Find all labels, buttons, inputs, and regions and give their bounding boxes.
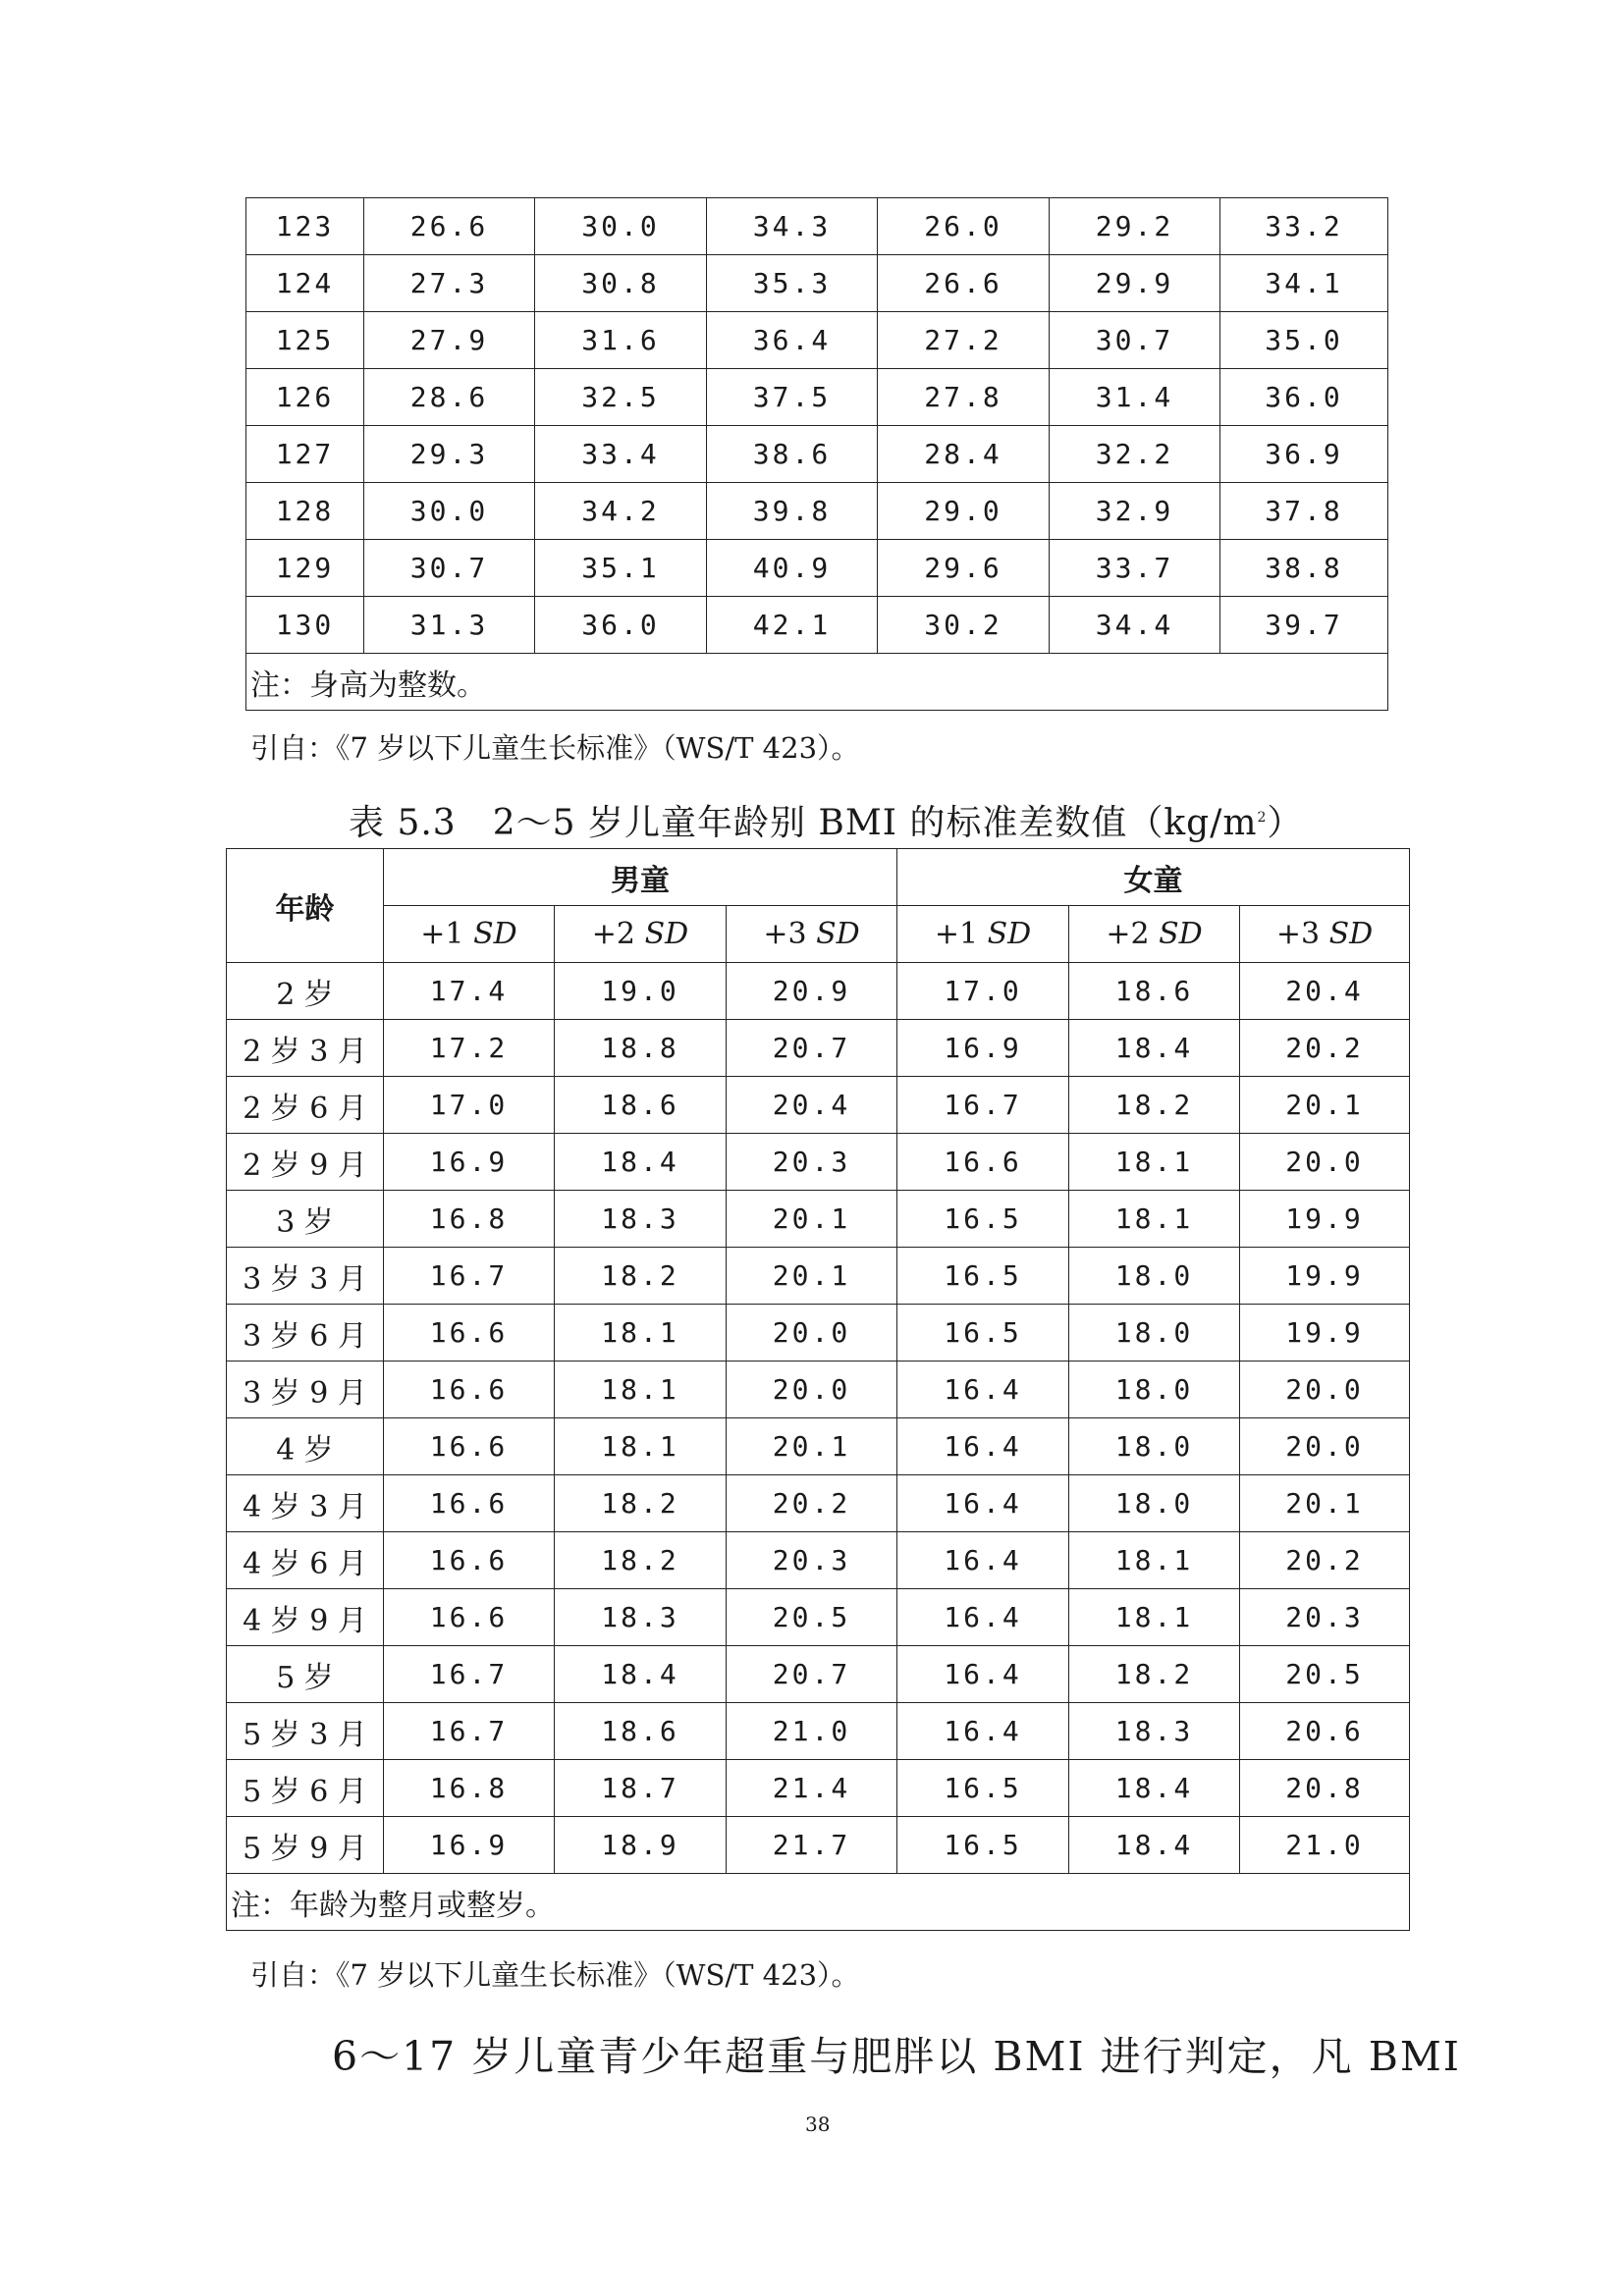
bmi-sd-table — [226, 848, 1410, 1931]
value-cell: 20.3 — [1240, 1589, 1410, 1646]
value-cell: 20.1 — [727, 1248, 897, 1305]
value-cell: 39.7 — [1220, 597, 1388, 654]
value-cell: 39.8 — [707, 483, 878, 540]
value-cell: 19.9 — [1240, 1191, 1410, 1248]
value-cell: 27.8 — [878, 369, 1050, 426]
age-cell: 4 岁 — [227, 1418, 384, 1475]
value-cell: 16.4 — [897, 1589, 1069, 1646]
sd-level: +1 — [420, 917, 464, 951]
value-cell: 18.1 — [1069, 1191, 1240, 1248]
value-cell: 20.5 — [727, 1589, 897, 1646]
age-cell: 3 岁 3 月 — [227, 1248, 384, 1305]
value-cell: 16.6 — [384, 1418, 555, 1475]
table-row — [246, 312, 1388, 369]
sd-unit: SD — [816, 917, 860, 951]
value-cell: 20.4 — [1240, 963, 1410, 1020]
value-cell: 17.2 — [384, 1020, 555, 1077]
value-cell: 20.0 — [727, 1362, 897, 1418]
table-row — [246, 426, 1388, 483]
sd-unit: SD — [1328, 917, 1374, 951]
table-row — [227, 1077, 1410, 1134]
value-cell: 40.9 — [707, 540, 878, 597]
table-source: 引自：《7 岁以下儿童生长标准》（WS/T 423）。 — [250, 731, 860, 765]
value-cell: 20.5 — [1240, 1646, 1410, 1703]
table-row — [227, 1817, 1410, 1874]
value-cell: 16.5 — [897, 1817, 1069, 1874]
value-cell: 18.1 — [555, 1305, 727, 1362]
table-note-row — [227, 1874, 1410, 1931]
value-cell: 20.7 — [727, 1020, 897, 1077]
value-cell: 18.2 — [1069, 1077, 1240, 1134]
table-row — [227, 1418, 1410, 1475]
sd-level: +3 — [763, 917, 807, 951]
table-source: 引自：《7 岁以下儿童生长标准》（WS/T 423）。 — [250, 1958, 860, 1992]
table-row — [246, 540, 1388, 597]
value-cell: 18.1 — [555, 1362, 727, 1418]
value-cell: 20.1 — [727, 1191, 897, 1248]
value-cell: 35.3 — [707, 255, 878, 312]
value-cell: 30.7 — [1050, 312, 1220, 369]
sd-unit: SD — [473, 917, 517, 951]
value-cell: 37.5 — [707, 369, 878, 426]
height-cell: 125 — [246, 312, 364, 369]
value-cell: 18.4 — [1069, 1760, 1240, 1817]
value-cell: 20.2 — [1240, 1020, 1410, 1077]
value-cell: 18.6 — [555, 1077, 727, 1134]
table-note: 注：年龄为整月或整岁。 — [227, 1874, 1410, 1931]
sd-header-cell — [555, 906, 727, 963]
value-cell: 16.9 — [384, 1817, 555, 1874]
value-cell: 31.4 — [1050, 369, 1220, 426]
table-subheader-row — [227, 906, 1410, 963]
value-cell: 18.6 — [555, 1703, 727, 1760]
value-cell: 16.6 — [384, 1475, 555, 1532]
sd-header-cell — [1069, 906, 1240, 963]
value-cell: 18.1 — [1069, 1532, 1240, 1589]
value-cell: 30.0 — [535, 198, 707, 255]
table-row — [246, 198, 1388, 255]
value-cell: 30.2 — [878, 597, 1050, 654]
table-row — [227, 1703, 1410, 1760]
value-cell: 32.9 — [1050, 483, 1220, 540]
age-cell: 5 岁 6 月 — [227, 1760, 384, 1817]
height-cell: 130 — [246, 597, 364, 654]
value-cell: 38.6 — [707, 426, 878, 483]
value-cell: 36.0 — [535, 597, 707, 654]
value-cell: 18.0 — [1069, 1418, 1240, 1475]
value-cell: 18.4 — [555, 1134, 727, 1191]
table-caption: 表 5.3 2～5 岁儿童年龄别 BMI 的标准差数值$(kg/m^2)$ — [349, 803, 1304, 843]
value-cell: 18.6 — [1069, 963, 1240, 1020]
value-cell: 27.3 — [364, 255, 535, 312]
height-cell: 126 — [246, 369, 364, 426]
age-cell: 2 岁 3 月 — [227, 1020, 384, 1077]
value-cell: 16.4 — [897, 1646, 1069, 1703]
value-cell: 16.5 — [897, 1248, 1069, 1305]
value-cell: 20.2 — [727, 1475, 897, 1532]
sd-level: +2 — [591, 917, 636, 951]
value-cell: 19.9 — [1240, 1305, 1410, 1362]
age-cell: 3 岁 6 月 — [227, 1305, 384, 1362]
value-cell: 17.0 — [384, 1077, 555, 1134]
value-cell: 34.3 — [707, 198, 878, 255]
table-row — [227, 1532, 1410, 1589]
value-cell: 18.0 — [1069, 1362, 1240, 1418]
value-cell: 37.8 — [1220, 483, 1388, 540]
table-row — [227, 1134, 1410, 1191]
value-cell: 20.0 — [727, 1305, 897, 1362]
sd-level: +2 — [1106, 917, 1150, 951]
value-cell: 20.4 — [727, 1077, 897, 1134]
value-cell: 18.7 — [555, 1760, 727, 1817]
value-cell: 18.4 — [1069, 1020, 1240, 1077]
value-cell: 18.2 — [1069, 1646, 1240, 1703]
table-row — [227, 1248, 1410, 1305]
value-cell: 18.1 — [1069, 1134, 1240, 1191]
value-cell: 36.0 — [1220, 369, 1388, 426]
value-cell: 19.0 — [555, 963, 727, 1020]
value-cell: 20.1 — [727, 1418, 897, 1475]
value-cell: 18.3 — [555, 1191, 727, 1248]
value-cell: 26.6 — [364, 198, 535, 255]
table-row — [246, 255, 1388, 312]
value-cell: 21.4 — [727, 1760, 897, 1817]
value-cell: 20.3 — [727, 1532, 897, 1589]
value-cell: 33.2 — [1220, 198, 1388, 255]
value-cell: 16.4 — [897, 1532, 1069, 1589]
value-cell: 16.7 — [384, 1646, 555, 1703]
value-cell: 27.2 — [878, 312, 1050, 369]
value-cell: 36.4 — [707, 312, 878, 369]
height-weight-table — [245, 197, 1388, 711]
age-cell: 5 岁 3 月 — [227, 1703, 384, 1760]
sd-header-cell — [384, 906, 555, 963]
table-row — [246, 483, 1388, 540]
value-cell: 20.0 — [1240, 1362, 1410, 1418]
sd-unit: SD — [987, 917, 1032, 951]
table-note-row — [246, 654, 1388, 711]
value-cell: 20.0 — [1240, 1134, 1410, 1191]
value-cell: 28.4 — [878, 426, 1050, 483]
age-cell: 4 岁 3 月 — [227, 1475, 384, 1532]
age-cell: 3 岁 — [227, 1191, 384, 1248]
age-cell: 5 岁 9 月 — [227, 1817, 384, 1874]
value-cell: 29.2 — [1050, 198, 1220, 255]
value-cell: 16.9 — [384, 1134, 555, 1191]
value-cell: 18.3 — [1069, 1703, 1240, 1760]
sd-header-cell — [727, 906, 897, 963]
value-cell: 20.1 — [1240, 1475, 1410, 1532]
value-cell: 20.8 — [1240, 1760, 1410, 1817]
value-cell: 32.2 — [1050, 426, 1220, 483]
value-cell: 20.1 — [1240, 1077, 1410, 1134]
value-cell: 26.6 — [878, 255, 1050, 312]
value-cell: 17.4 — [384, 963, 555, 1020]
value-cell: 34.2 — [535, 483, 707, 540]
value-cell: 16.4 — [897, 1475, 1069, 1532]
sd-header-cell — [1240, 906, 1410, 963]
value-cell: 18.9 — [555, 1817, 727, 1874]
value-cell: 16.7 — [897, 1077, 1069, 1134]
age-cell: 2 岁 6 月 — [227, 1077, 384, 1134]
table-row — [227, 1760, 1410, 1817]
value-cell: 16.5 — [897, 1760, 1069, 1817]
value-cell: 16.4 — [897, 1418, 1069, 1475]
value-cell: 20.0 — [1240, 1418, 1410, 1475]
value-cell: 26.0 — [878, 198, 1050, 255]
value-cell: 30.8 — [535, 255, 707, 312]
value-cell: 33.4 — [535, 426, 707, 483]
value-cell: 30.0 — [364, 483, 535, 540]
value-cell: 16.4 — [897, 1703, 1069, 1760]
value-cell: 38.8 — [1220, 540, 1388, 597]
table-row — [227, 963, 1410, 1020]
age-cell: 4 岁 9 月 — [227, 1589, 384, 1646]
value-cell: 16.5 — [897, 1305, 1069, 1362]
value-cell: 16.8 — [384, 1760, 555, 1817]
value-cell: 18.8 — [555, 1020, 727, 1077]
value-cell: 18.1 — [1069, 1589, 1240, 1646]
value-cell: 29.3 — [364, 426, 535, 483]
body-paragraph: 6～17 岁儿童青少年超重与肥胖以 BMI 进行判定，凡 BMI — [332, 2033, 1461, 2080]
value-cell: 16.6 — [897, 1134, 1069, 1191]
table-row — [246, 369, 1388, 426]
value-cell: 18.0 — [1069, 1475, 1240, 1532]
value-cell: 16.5 — [897, 1191, 1069, 1248]
value-cell: 16.6 — [384, 1532, 555, 1589]
value-cell: 20.2 — [1240, 1532, 1410, 1589]
value-cell: 17.0 — [897, 963, 1069, 1020]
value-cell: 27.9 — [364, 312, 535, 369]
value-cell: 21.7 — [727, 1817, 897, 1874]
value-cell: 18.4 — [555, 1646, 727, 1703]
table-row — [227, 1191, 1410, 1248]
value-cell: 29.0 — [878, 483, 1050, 540]
value-cell: 28.6 — [364, 369, 535, 426]
value-cell: 18.0 — [1069, 1305, 1240, 1362]
value-cell: 16.7 — [384, 1703, 555, 1760]
value-cell: 16.4 — [897, 1362, 1069, 1418]
value-cell: 20.3 — [727, 1134, 897, 1191]
value-cell: 18.2 — [555, 1248, 727, 1305]
table-row — [227, 1646, 1410, 1703]
height-cell: 129 — [246, 540, 364, 597]
age-cell: 5 岁 — [227, 1646, 384, 1703]
value-cell: 16.6 — [384, 1589, 555, 1646]
height-cell: 127 — [246, 426, 364, 483]
value-cell: 34.1 — [1220, 255, 1388, 312]
page-number: 38 — [805, 2112, 831, 2136]
table-header-row — [227, 849, 1410, 906]
value-cell: 16.8 — [384, 1191, 555, 1248]
table-row — [246, 597, 1388, 654]
height-cell: 123 — [246, 198, 364, 255]
age-cell: 3 岁 9 月 — [227, 1362, 384, 1418]
age-cell: 4 岁 6 月 — [227, 1532, 384, 1589]
age-cell: 2 岁 9 月 — [227, 1134, 384, 1191]
value-cell: 18.3 — [555, 1589, 727, 1646]
value-cell: 35.0 — [1220, 312, 1388, 369]
value-cell: 42.1 — [707, 597, 878, 654]
age-cell: 2 岁 — [227, 963, 384, 1020]
value-cell: 35.1 — [535, 540, 707, 597]
table-row — [227, 1475, 1410, 1532]
sd-header-cell — [897, 906, 1069, 963]
value-cell: 18.2 — [555, 1475, 727, 1532]
value-cell: 18.1 — [555, 1418, 727, 1475]
value-cell: 36.9 — [1220, 426, 1388, 483]
sd-unit: SD — [644, 917, 689, 951]
value-cell: 29.9 — [1050, 255, 1220, 312]
value-cell: 32.5 — [535, 369, 707, 426]
value-cell: 16.6 — [384, 1362, 555, 1418]
value-cell: 30.7 — [364, 540, 535, 597]
value-cell: 16.9 — [897, 1020, 1069, 1077]
value-cell: 34.4 — [1050, 597, 1220, 654]
value-cell: 31.6 — [535, 312, 707, 369]
value-cell: 16.6 — [384, 1305, 555, 1362]
table-row — [227, 1305, 1410, 1362]
sd-unit: SD — [1159, 917, 1203, 951]
value-cell: 29.6 — [878, 540, 1050, 597]
sd-level: +3 — [1275, 917, 1321, 951]
height-cell: 128 — [246, 483, 364, 540]
value-cell: 20.9 — [727, 963, 897, 1020]
value-cell: 21.0 — [1240, 1817, 1410, 1874]
value-cell: 31.3 — [364, 597, 535, 654]
value-cell: 18.4 — [1069, 1817, 1240, 1874]
table-row — [227, 1020, 1410, 1077]
value-cell: 18.0 — [1069, 1248, 1240, 1305]
header-boys: 男童 — [384, 849, 897, 906]
table-row — [227, 1589, 1410, 1646]
table-note: 注：身高为整数。 — [246, 654, 1388, 711]
table-row — [227, 1362, 1410, 1418]
value-cell: 16.7 — [384, 1248, 555, 1305]
header-girls: 女童 — [897, 849, 1410, 906]
value-cell: 19.9 — [1240, 1248, 1410, 1305]
sd-level: +1 — [934, 917, 979, 951]
value-cell: 20.7 — [727, 1646, 897, 1703]
header-age: 年龄 — [227, 849, 384, 963]
value-cell: 20.6 — [1240, 1703, 1410, 1760]
value-cell: 18.2 — [555, 1532, 727, 1589]
value-cell: 33.7 — [1050, 540, 1220, 597]
value-cell: 21.0 — [727, 1703, 897, 1760]
height-cell: 124 — [246, 255, 364, 312]
